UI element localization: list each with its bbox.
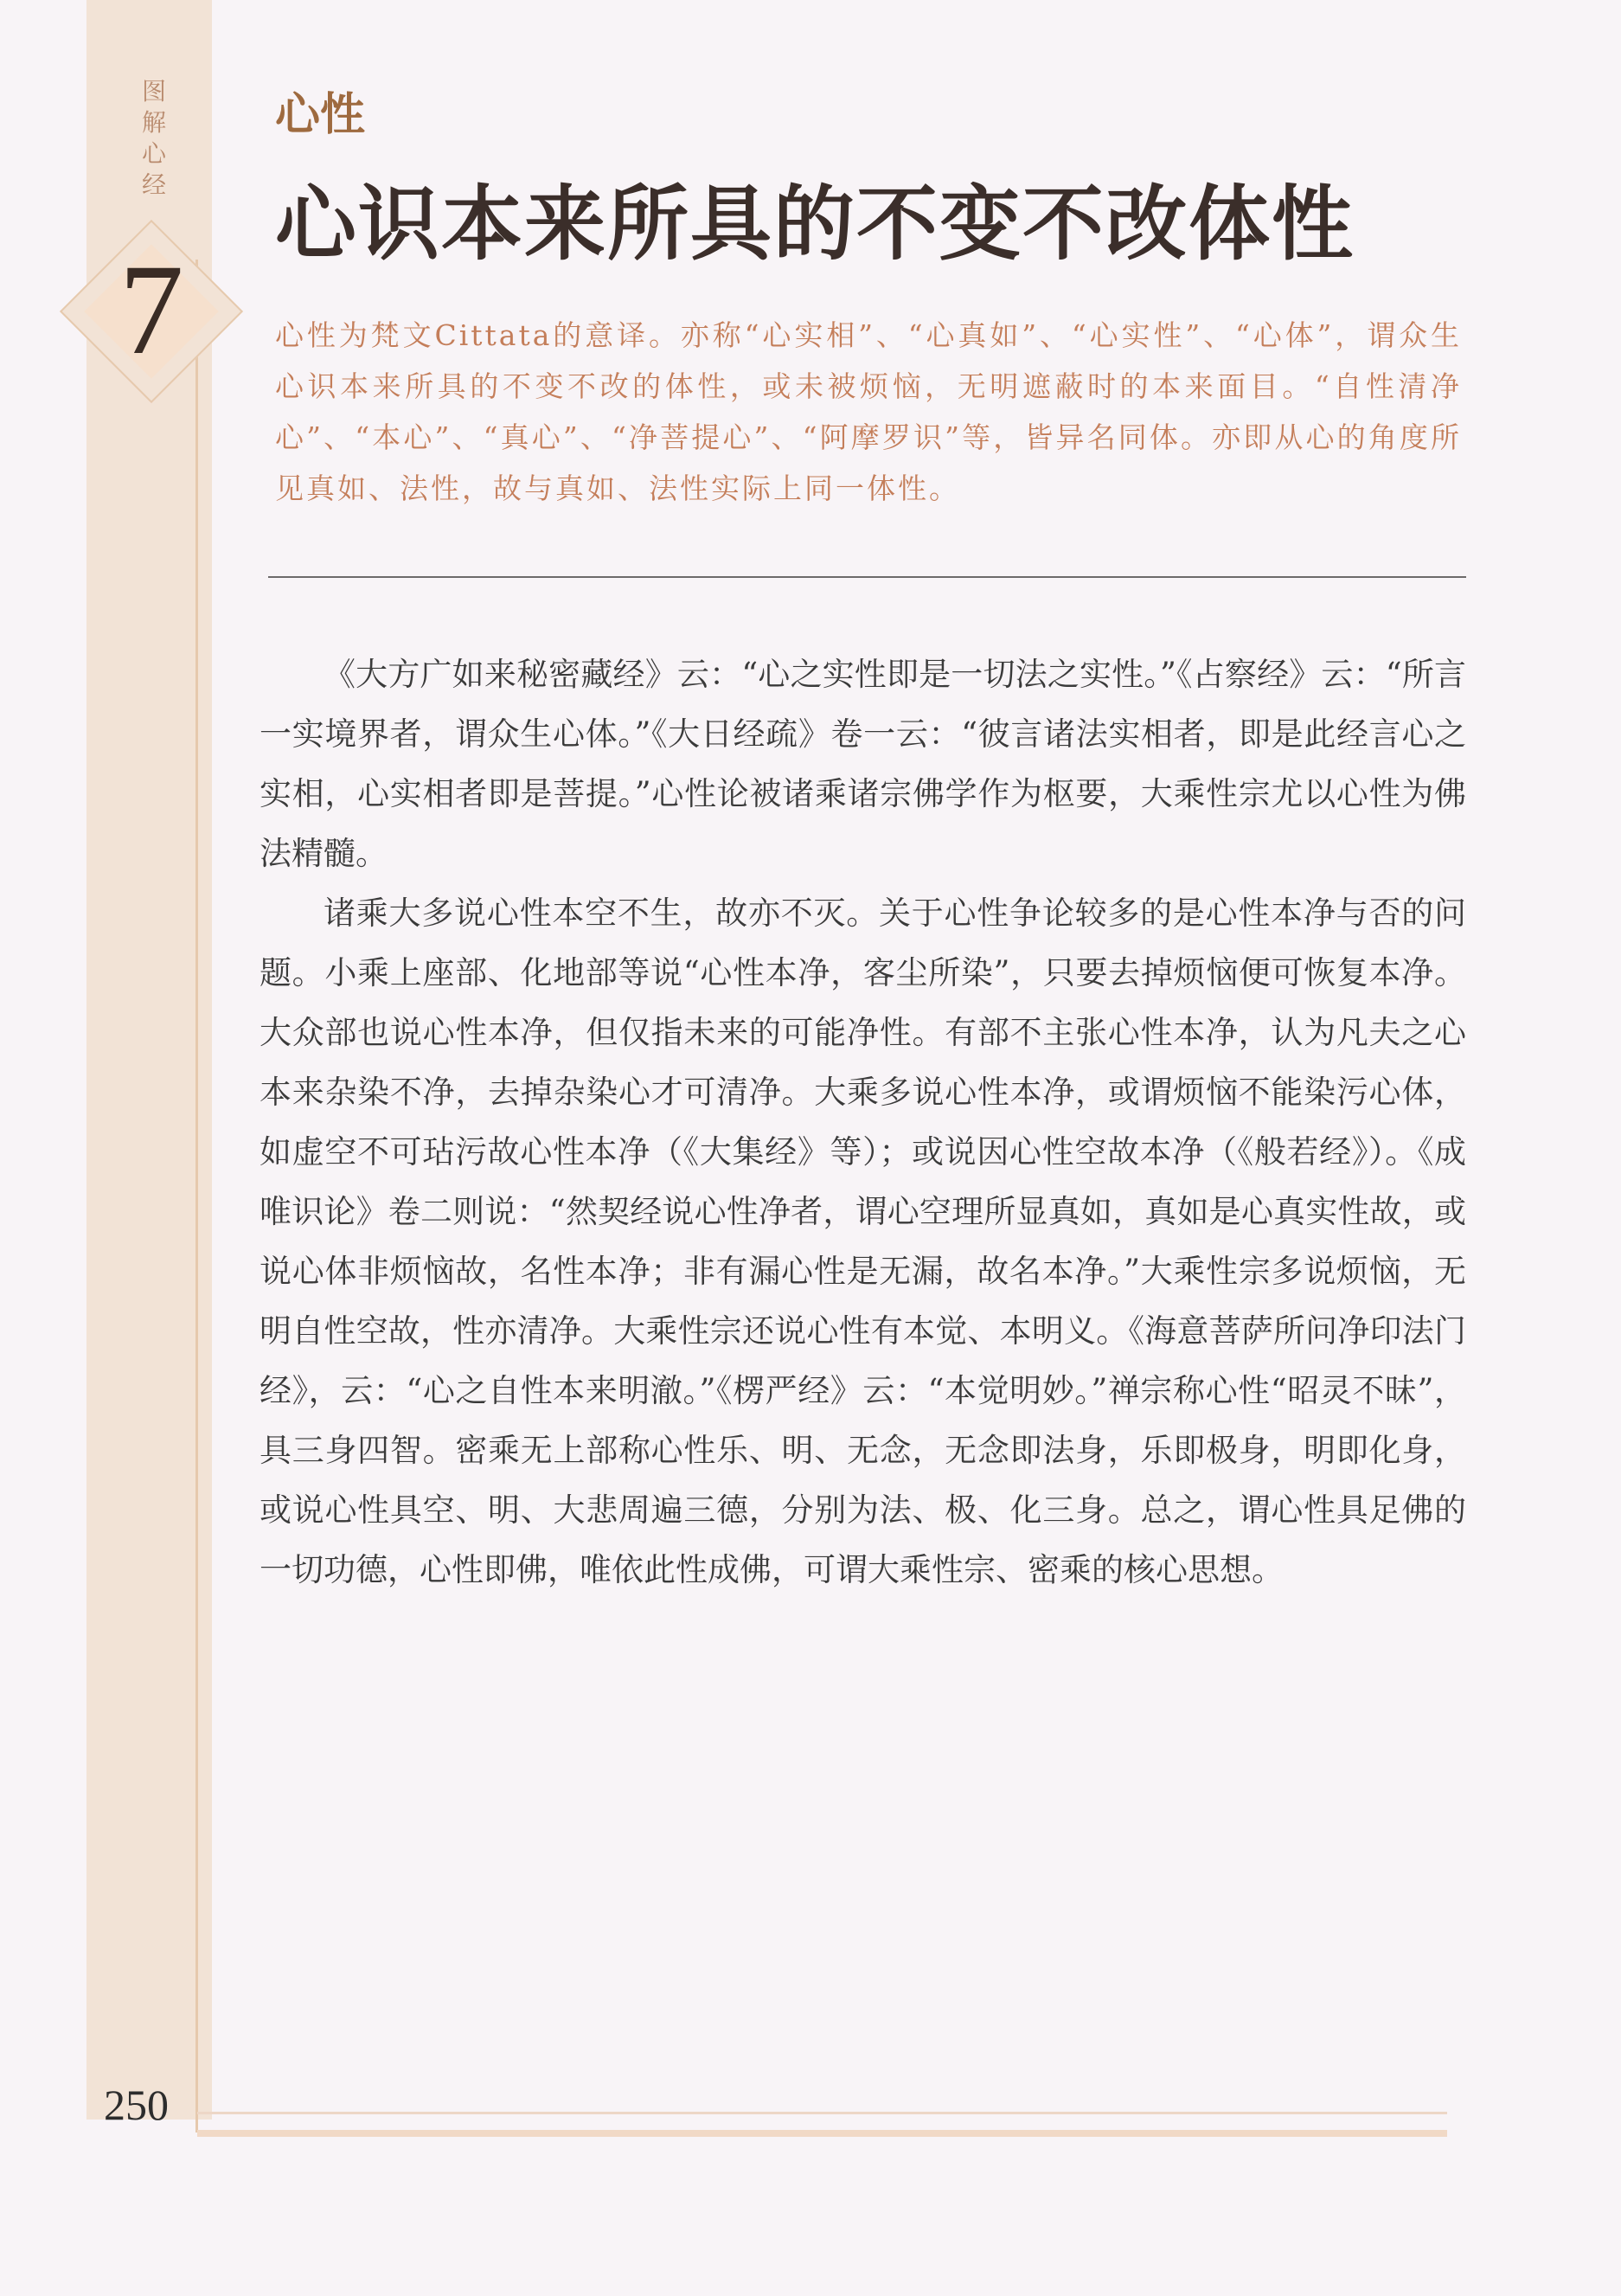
sidebar-rule xyxy=(195,260,198,2132)
page-title: 心识本来所具的不变不改体性 xyxy=(275,177,1355,272)
body-paragraph: 《大方广如来秘密藏经》云：“心之实性即是一切法之实性。”《占察经》云：“所言一实境界者，谓众生心体。”《大日经疏》卷一云：“彼言诸法实相者，即是此经言心之实相，心实相者即是菩提。”心性论被诸乘诸宗佛学作为枢要，大乘性宗尤以心性为佛法精髓。 xyxy=(259,656,1466,872)
chapter-number: 7 xyxy=(119,238,184,382)
series-title xyxy=(137,76,171,201)
page-number: 250 xyxy=(104,2081,169,2129)
section-label: 心性 xyxy=(275,89,366,141)
body-paragraph: 诸乘大多说心性本空不生，故亦不灭。关于心性争论较多的是心性本净与否的问题。小乘上座部、化地部等说“心性本净，客尘所染”，只要去掉烦恼便可恢复本净。大众部也说心性本净，但仅指未来的可能净性。有部不主张心性本净，认为凡夫之心本来杂染不净，去掉杂染心才可清净。大乘多说心性本净，或谓烦恼不能染污心体，如虚空不可玷污故心性本净（《大集经》等）；或说因心性空故本净（《般若经》）。《成唯识论》卷二则说：“然契经说心性净者，谓心空理所显真如，真如是心真实性故，或说心体非烦恼故，名性本净；非有漏心性是无漏，故名本净。”大乘性宗多说烦恼，无明自性空故，性亦清净。大乘性宗还说心性有本觉、本明义。《海意菩萨所问净印法门经》，云：“心之自性本来明澈。”《楞严经》云：“本觉明妙。”禅宗称心性“昭灵不昧”，具三身四智。密乘无上部称心性乐、明、无念，无念即法身，乐即极身，明即化身，或说心性具空、明、大悲周遍三德，分别为法、极、化三身。总之，谓心性具足佛的一切功德，心性即佛，唯依此性成佛，可谓大乘性宗、密乘的核心思想。 xyxy=(259,895,1466,1588)
chapter-diamond-badge xyxy=(65,225,238,398)
series-title-text: 图解心经 xyxy=(141,77,166,199)
section-divider xyxy=(268,576,1466,578)
intro-summary: 心性为梵文Cittata的意译。亦称“心实相”、“心真如”、“心实性”、“心体”，谓众生心识本来所具的不变不改的体性，或未被烦恼，无明遮蔽时的本来面目。“自性清净心”、“本心”、“真心”、“净菩提心”、“阿摩罗识”等，皆异名同体。亦即从心的角度所见真如、法性，故与真如、法性实际上同一体性。 xyxy=(275,318,1462,505)
body-text xyxy=(259,645,1466,1600)
footer-rule-thick xyxy=(197,2130,1447,2137)
footer-rule-thin xyxy=(197,2112,1447,2114)
